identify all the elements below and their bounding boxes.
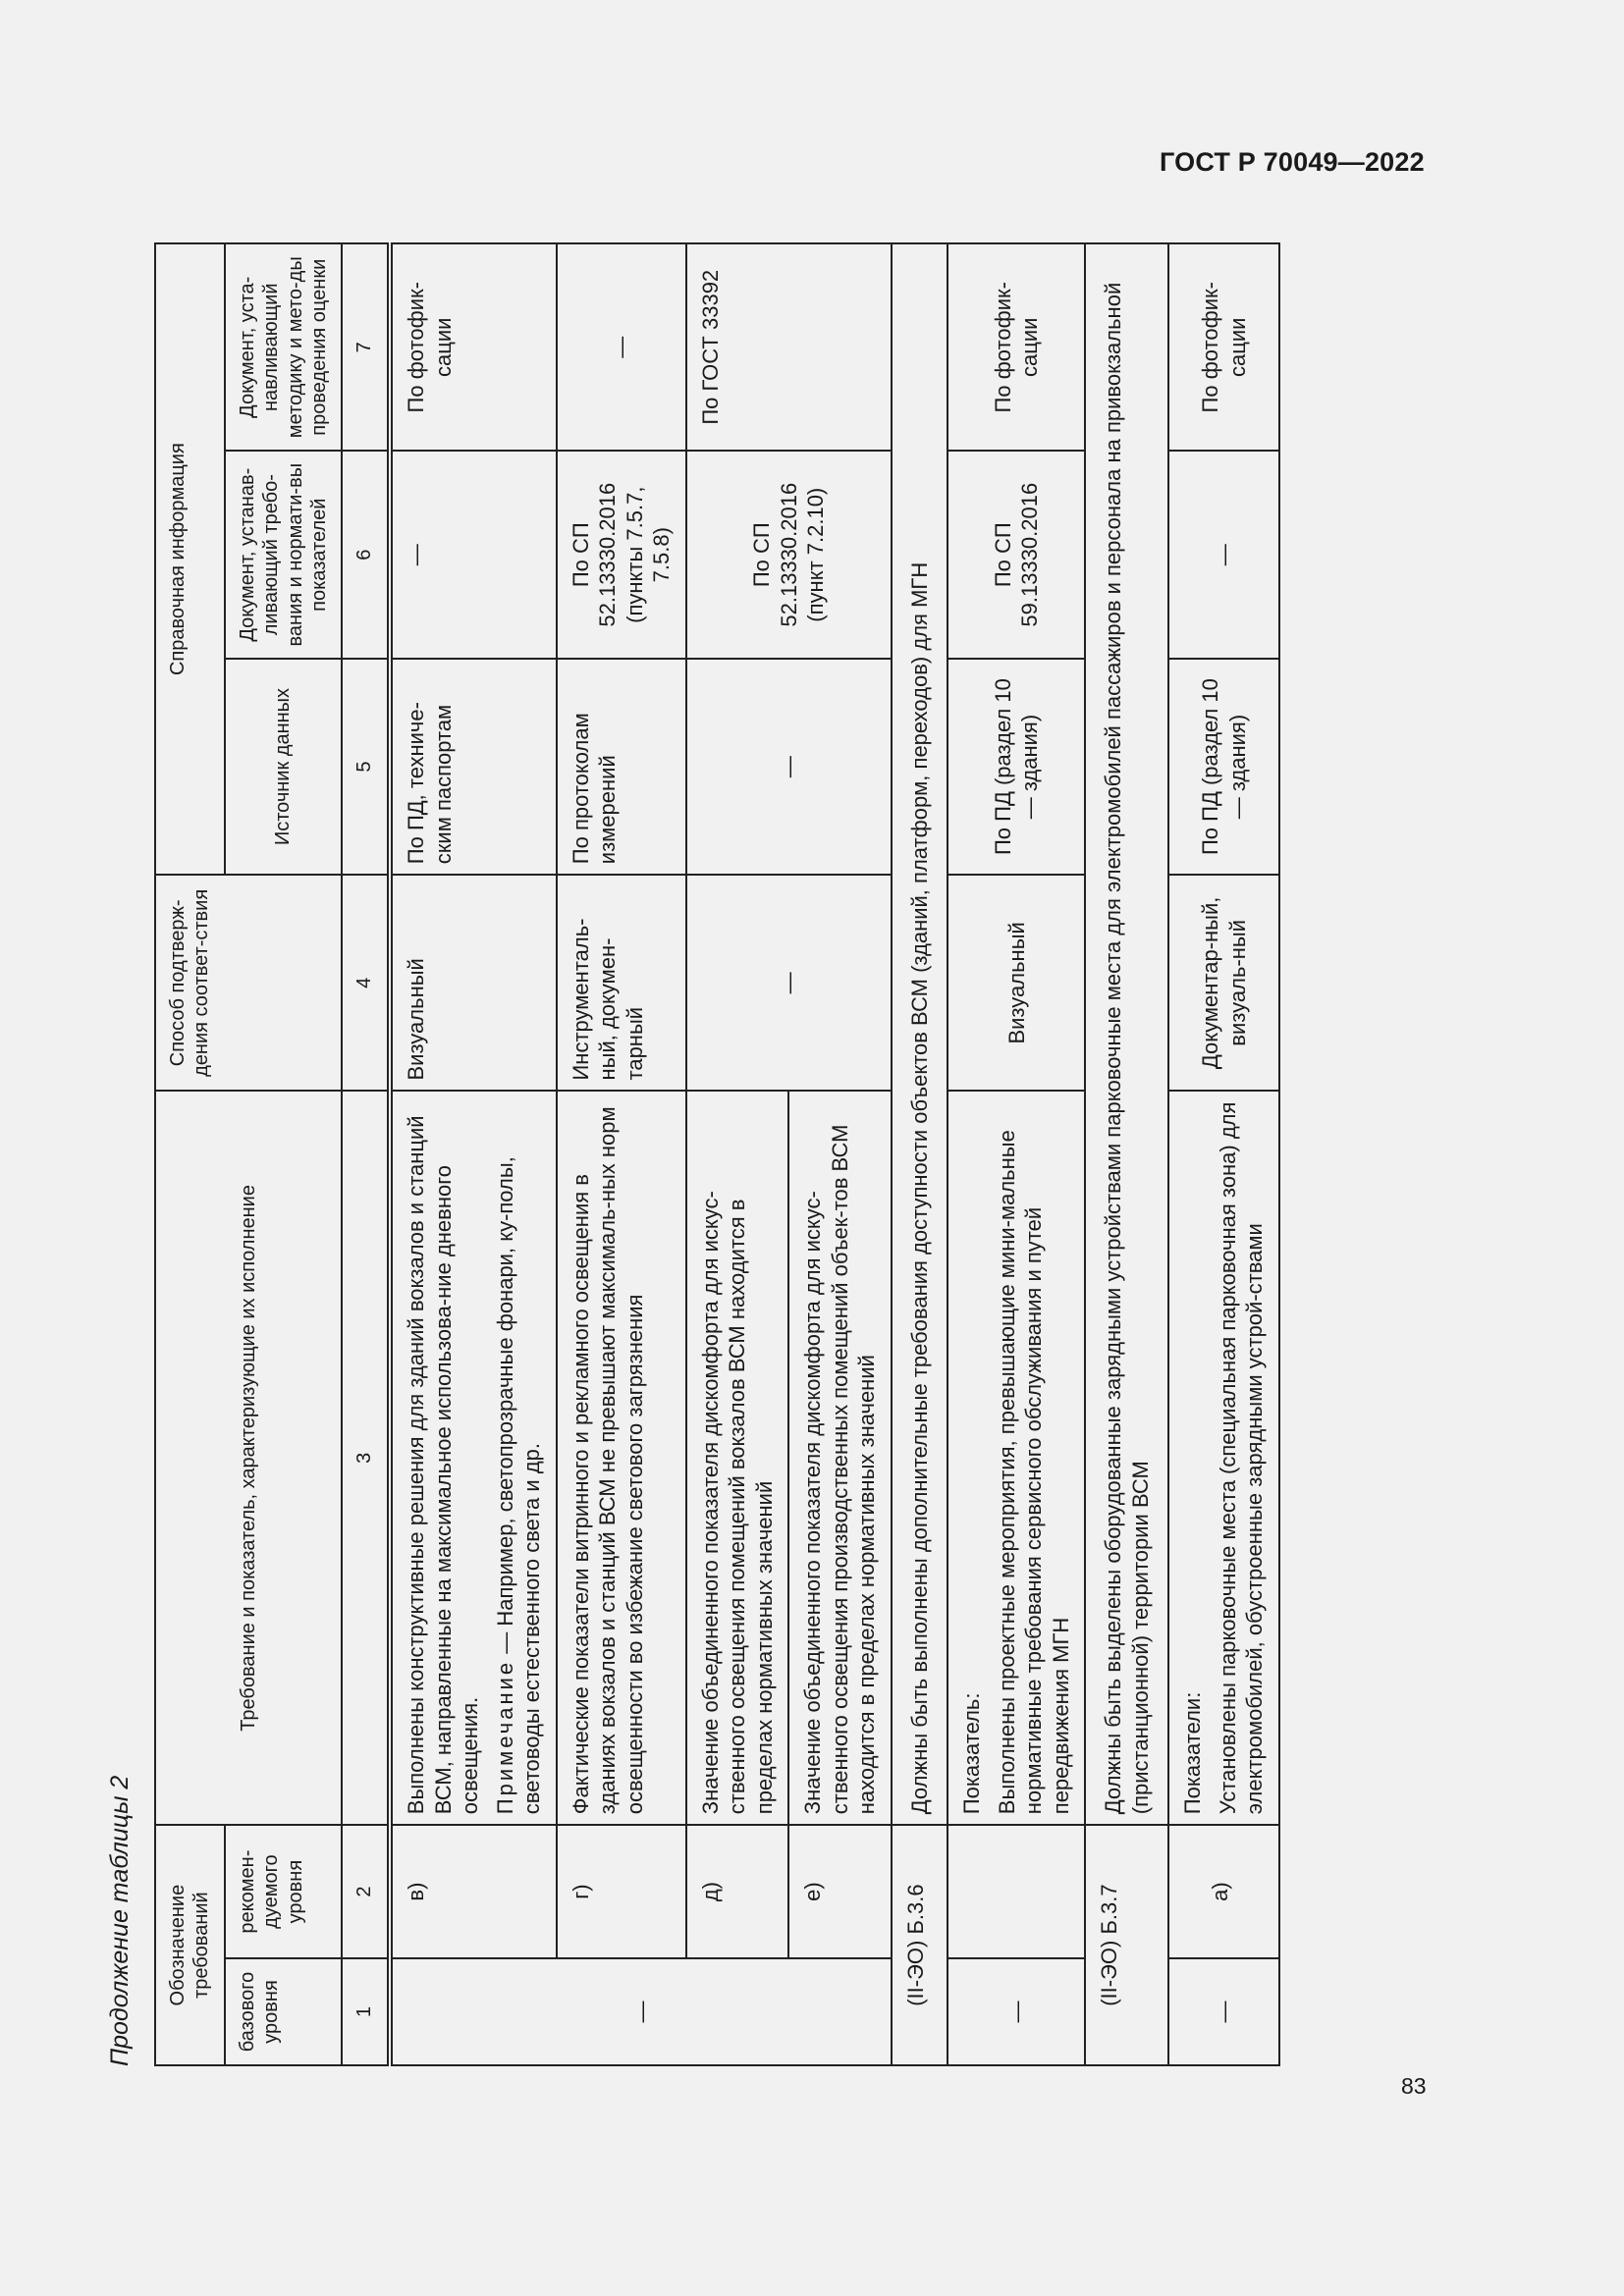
requirement-paragraph: Установлены парковочные места (специальная парковочная зона) для электромобилей, обустроенные зарядными устрой-ствами bbox=[1215, 1101, 1268, 1815]
data-source-cell: — bbox=[686, 659, 892, 875]
method-document-cell: — bbox=[557, 243, 686, 452]
requirement-paragraph: Выполнены проектные мероприятия, превышающие мини-мальные нормативные требования сервисного обслуживания и путей передвижения МГН bbox=[994, 1130, 1073, 1815]
row-code bbox=[947, 1825, 1085, 1958]
header-requirement-document: Документ, устанав-ливающий требо-вания и нормати-вы показателей bbox=[225, 452, 343, 659]
column-number: 1 bbox=[342, 1958, 390, 2065]
requirement-text bbox=[1168, 1092, 1279, 1826]
note-paragraph bbox=[492, 1102, 546, 1815]
base-level-cell: — bbox=[390, 1958, 892, 2065]
requirement-code: (II-ЭО) Б.3.6 bbox=[892, 1825, 948, 2065]
confirmation-method-cell: Визуальный bbox=[390, 875, 557, 1091]
requirement-document-cell: — bbox=[1168, 452, 1279, 659]
row-code-label: а) bbox=[1207, 1882, 1232, 1901]
table-row bbox=[947, 243, 1085, 2065]
base-level-cell: — bbox=[947, 1958, 1085, 2065]
header-designation-group: Обозначение требований bbox=[155, 1825, 225, 2065]
column-number: 3 bbox=[342, 1092, 390, 1826]
requirement-title: Должны быть выполнены дополнительные требования доступности объектов ВСМ (зданий, платформ, переходов) для МГН bbox=[892, 243, 948, 1825]
method-document-cell: По фотофик-сации bbox=[947, 243, 1085, 452]
column-number: 2 bbox=[342, 1825, 390, 1958]
indicator-label: Показатель: bbox=[959, 1692, 985, 1815]
row-code: е) bbox=[788, 1825, 892, 1958]
table-row bbox=[1085, 243, 1168, 2065]
confirmation-method-cell: Документар-ный, визуаль-ный bbox=[1168, 875, 1279, 1091]
header-reference-group: Справочная информация bbox=[155, 243, 225, 875]
confirmation-method-cell: Инструменталь-ный, докумен-тарный bbox=[557, 875, 686, 1091]
method-document-cell: По фотофик-сации bbox=[1168, 243, 1279, 452]
requirement-text bbox=[390, 1092, 557, 1826]
table-row bbox=[1168, 243, 1279, 2065]
header-base-level: базового уровня bbox=[225, 1958, 343, 2065]
base-level-cell: — bbox=[1168, 1958, 1279, 2065]
method-document-cell: По ГОСТ 33392 bbox=[686, 243, 892, 452]
table-row bbox=[892, 243, 948, 2065]
header-recommended-level: рекомен-дуемого уровня bbox=[225, 1825, 343, 1958]
header-data-source: Источник данных bbox=[225, 659, 343, 875]
confirmation-method-cell: — bbox=[686, 875, 892, 1091]
note-label: Примечание bbox=[492, 1659, 517, 1815]
rotated-table-area bbox=[100, 231, 1426, 2066]
requirements-table bbox=[154, 242, 1280, 2066]
data-source-cell: По ПД (раздел 10 — здания) bbox=[1168, 659, 1279, 875]
requirement-paragraph: Выполнены конструктивные решения для зданий вокзалов и станций ВСМ, направленные на максимальное использова-ние дневного освещения. bbox=[404, 1115, 483, 1815]
table-row bbox=[557, 243, 686, 2065]
column-numbers-row bbox=[342, 243, 390, 2065]
column-number: 6 bbox=[342, 452, 390, 659]
data-source-cell: По ПД (раздел 10 — здания) bbox=[947, 659, 1085, 875]
row-code: г) bbox=[557, 1825, 686, 1958]
table-row bbox=[686, 243, 789, 2065]
standard-header: ГОСТ Р 70049—2022 bbox=[1160, 147, 1425, 177]
row-code bbox=[1168, 1825, 1279, 1958]
header-requirement: Требование и показатель, характеризующие их исполнение bbox=[155, 1092, 342, 1826]
column-number: 7 bbox=[342, 243, 390, 452]
requirement-document-cell: По СП 59.13330.2016 bbox=[947, 452, 1085, 659]
requirement-text: Значение объединенного показателя дискомфорта для искус-ственного освещения производственных помещений объек-тов ВСМ находится в пределах нормативных значений bbox=[788, 1092, 892, 1826]
data-source-cell: По протоколам измерений bbox=[557, 659, 686, 875]
page-number: 83 bbox=[1401, 2073, 1427, 2099]
requirement-title: Должны быть выделены оборудованные зарядными устройствами парковочные места для электромобилей пассажиров и персонала на привокзальной (пристанционной) территории ВСМ bbox=[1085, 243, 1168, 1825]
row-code: д) bbox=[686, 1825, 789, 1958]
header-confirmation-method: Способ подтверж-дения соответ-ствия bbox=[155, 875, 342, 1091]
requirement-code: (II-ЭО) Б.3.7 bbox=[1085, 1825, 1168, 2065]
data-source-cell: По ПД, техниче-ским паспортам bbox=[390, 659, 557, 875]
confirmation-method-cell: Визуальный bbox=[947, 875, 1085, 1091]
requirement-text: Значение объединенного показателя дискомфорта для искус-ственного освещения помещений вокзалов ВСМ находится в пределах нормативных значений bbox=[686, 1092, 789, 1826]
requirement-document-cell: По СП 52.13330.2016 (пункты 7.5.7, 7.5.8) bbox=[557, 452, 686, 659]
requirement-document-cell: По СП 52.13330.2016 (пункт 7.2.10) bbox=[686, 452, 892, 659]
row-code: в) bbox=[390, 1825, 557, 1958]
requirement-text bbox=[947, 1092, 1085, 1826]
column-number: 5 bbox=[342, 659, 390, 875]
table-row bbox=[390, 243, 557, 2065]
requirement-document-cell: — bbox=[390, 452, 557, 659]
column-number: 4 bbox=[342, 875, 390, 1091]
indicator-label: Показатели: bbox=[1180, 1691, 1206, 1815]
table-header-row-top bbox=[155, 243, 225, 2065]
note-text: — Например, светопрозрачные фонари, ку-полы, световоды естественного света и др. bbox=[492, 1156, 545, 1815]
header-method-document: Документ, уста-навливающий методику и мето-ды проведения оценки bbox=[225, 243, 343, 452]
method-document-cell: По фотофик-сации bbox=[390, 243, 557, 452]
continuation-label: Продолжение таблицы 2 bbox=[106, 1775, 134, 2066]
requirement-text: Фактические показатели витринного и рекламного освещения в зданиях вокзалов и станций ВСМ не превышают максималь-ных норм освещенности во избежание светового загрязнения bbox=[557, 1092, 686, 1826]
